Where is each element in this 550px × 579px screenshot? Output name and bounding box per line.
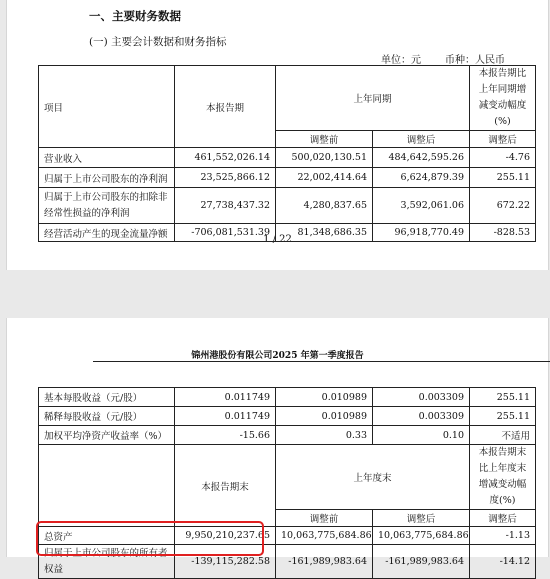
cell-after: -161,989,983.64 [373, 545, 470, 579]
cell-after: 0.003309 [373, 388, 470, 407]
cell-before: 22,002,414.64 [276, 168, 373, 188]
key-financial-data-table [38, 65, 536, 242]
row-label: 归属于上市公司股东的净利润 [39, 168, 175, 188]
page-number: 1 / 22 [263, 234, 292, 245]
cell-before: 500,020,130.51 [276, 148, 373, 168]
cell-change: -828.53 [470, 224, 536, 242]
cell-change: 255.11 [470, 168, 536, 188]
subheader-before: 调整前 [276, 510, 373, 527]
currency-label: 币种：人民币 [445, 55, 505, 66]
cell-change: 672.22 [470, 188, 536, 224]
table-row [39, 168, 536, 188]
cell-current: -15.66 [175, 426, 276, 445]
cell-change: -1.13 [470, 527, 536, 545]
header-rule [93, 361, 550, 362]
cell-after: 96,918,770.49 [373, 224, 470, 242]
cell-change: 255.11 [470, 407, 536, 426]
unit-label: 单位：元 [381, 55, 421, 66]
subheader-after: 调整后 [373, 510, 470, 527]
cell-before: 10,063,775,684.86 [276, 527, 373, 545]
highlight-box [36, 521, 264, 556]
header-change: 本报告期末比上年度末增减变动幅度(%) [470, 445, 536, 510]
subheader-after-change: 调整后 [470, 131, 536, 148]
row-label: 总资产 [39, 527, 175, 545]
header-change: 本报告期比上年同期增减变动幅度(%) [470, 66, 536, 131]
table-row [39, 407, 536, 426]
table-row [39, 224, 536, 242]
header-current-period: 本报告期 [175, 66, 276, 148]
subheader-after-change: 调整后 [470, 510, 536, 527]
cell-before: 0.010989 [276, 388, 373, 407]
row-label: 经营活动产生的现金流量净额 [39, 224, 175, 242]
cell-after: 3,592,061.06 [373, 188, 470, 224]
cell-current: -706,081,531.39 [175, 224, 276, 242]
cell-current: -139,115,282.58 [175, 545, 276, 579]
cell-before: 0.010989 [276, 407, 373, 426]
table-row [39, 388, 536, 407]
row-label: 营业收入 [39, 148, 175, 168]
header-period-end: 本报告期末 [175, 445, 276, 527]
subheader-before: 调整前 [276, 131, 373, 148]
table-row [39, 426, 536, 445]
subheader-after: 调整后 [373, 131, 470, 148]
cell-current: 461,552,026.14 [175, 148, 276, 168]
cell-before: 0.33 [276, 426, 373, 445]
header-prior-period: 上年同期 [276, 66, 470, 131]
row-label: 归属于上市公司股东的扣除非经常性损益的净利润 [39, 188, 175, 224]
cell-current: 27,738,437.32 [175, 188, 276, 224]
table-row [39, 188, 536, 224]
report-header: 锦州港股份有限公司2025 年第一季度报告 [191, 351, 364, 361]
cell-change: 不适用 [470, 426, 536, 445]
cell-after: 0.10 [373, 426, 470, 445]
cell-after: 6,624,879.39 [373, 168, 470, 188]
cell-current: 9,950,210,237.65 [175, 527, 276, 545]
header-blank [39, 445, 175, 527]
row-label: 稀释每股收益（元/股） [39, 407, 175, 426]
cell-before: 81,348,686.35 [276, 224, 373, 242]
cell-change: -14.12 [470, 545, 536, 579]
cell-change: -4.76 [470, 148, 536, 168]
cell-before: 4,280,837.65 [276, 188, 373, 224]
sub-heading: (一) 主要会计数据和财务指标 [89, 36, 227, 48]
cell-current: 0.011749 [175, 407, 276, 426]
header-item: 项目 [39, 66, 175, 148]
table-row [39, 148, 536, 168]
row-label: 归属于上市公司股东的所有者权益 [39, 545, 175, 579]
cell-before: -161,989,983.64 [276, 545, 373, 579]
cell-after: 10,063,775,684.86 [373, 527, 470, 545]
cell-after: 0.003309 [373, 407, 470, 426]
cell-current: 0.011749 [175, 388, 276, 407]
row-label: 加权平均净资产收益率（%） [39, 426, 175, 445]
cell-after: 484,642,595.26 [373, 148, 470, 168]
cell-current: 23,525,866.12 [175, 168, 276, 188]
section-heading: 一、主要财务数据 [89, 9, 181, 23]
cell-change: 255.11 [470, 388, 536, 407]
header-year-end: 上年度末 [276, 445, 470, 510]
row-label: 基本每股收益（元/股） [39, 388, 175, 407]
